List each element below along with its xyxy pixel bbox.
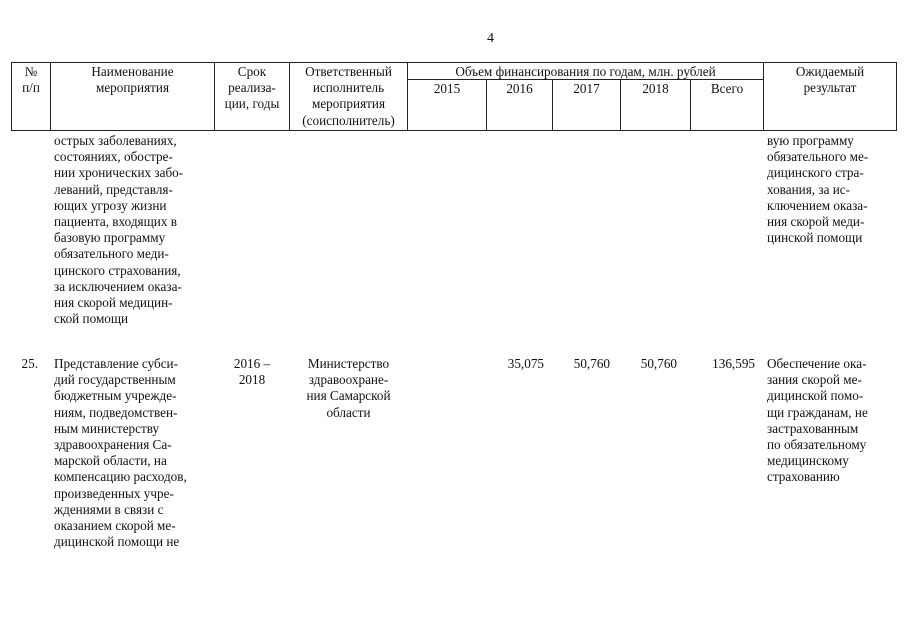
continued-row-name: острых заболеваниях, состояниях, обостре- нии хронических забо- леваний, представля- ющих угрозу жизни пациента, входящих в базовую программу обязательного меди- цинского страхования, за исключением оказа- ния скорой медицин- ской помощи (54, 133, 184, 327)
header-name: Наименование мероприятия (91, 64, 174, 96)
header-year-2017: 2017 (573, 81, 600, 96)
row-25-2017: 50,760 (573, 356, 610, 371)
row-25-result: Обеспечение ока- зания скорой ме- дицинской помо- щи гражданам, не застрахованным по обязательному медицинскому страхованию (767, 356, 868, 485)
row-25-2016: 35,075 (507, 356, 544, 371)
header-year-2018: 2018 (642, 81, 669, 96)
header-year-2015: 2015 (433, 81, 461, 96)
header-executor: Ответственный исполнитель мероприятия (соисполнитель) (302, 64, 395, 128)
row-25-name: Представление субси- дий государственным бюджетным учрежде- ниям, подведомствен- ным министерству здравоохранения Са- марской области, на компенсацию расходов, произведенных учре- ждениями в связи с оказанием скорой ме- дицинской помощи не (54, 356, 187, 550)
row-25-executor: Министерство здравоохране- ния Самарской области (306, 356, 391, 420)
row-25-total: 136,595 (712, 356, 755, 371)
header-term: Срок реализа- ции, годы (224, 64, 280, 112)
header-total: Всего (710, 81, 744, 96)
row-25-2018: 50,760 (640, 356, 677, 371)
header-year-2016: 2016 (506, 81, 533, 96)
row-25-num: 25. (21, 356, 38, 371)
header-financing: Объем финансирования по годам, млн. рублей (455, 64, 716, 79)
page-number: 4 (487, 31, 494, 46)
header-result: Ожидаемый результат (795, 64, 865, 96)
header-num: № п/п (22, 64, 40, 96)
continued-row-result: вую программу обязательного ме- дицинского стра- хования, за ис- ключением оказа- ния скорой меди- цинской помощи (767, 133, 869, 246)
row-25-term: 2016 – 2018 (233, 356, 271, 388)
